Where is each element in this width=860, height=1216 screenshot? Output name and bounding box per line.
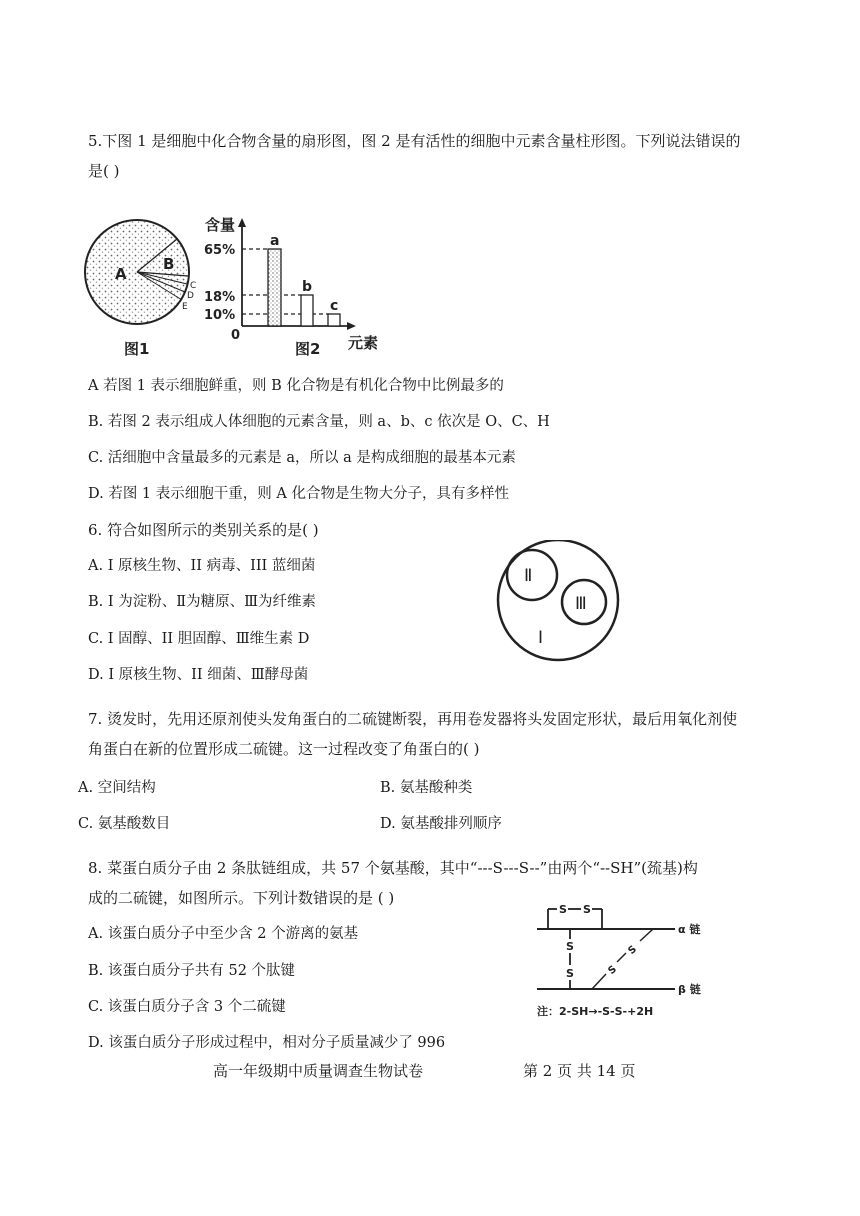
q5-stem-line1: 5.下图 1 是细胞中化合物含量的扇形图，图 2 是有活性的细胞中元素含量柱形图。下列说法错误的 xyxy=(88,132,741,150)
q5-option-c: C. 活细胞中含量最多的元素是 a，所以 a 是构成细胞的最基本元素 xyxy=(88,450,516,466)
q8-option-d: D. 该蛋白质分子形成过程中，相对分子质量减少了 996 xyxy=(88,1035,446,1051)
q6-option-c: C. I 固醇、II 胆固醇、Ⅲ维生素 D xyxy=(88,631,310,647)
q8-option-c: C. 该蛋白质分子含 3 个二硫键 xyxy=(88,999,286,1015)
q8-option-b: B. 该蛋白质分子共有 52 个肽键 xyxy=(88,963,296,979)
s-top-2: S xyxy=(583,903,591,916)
s-diagonal-1: S xyxy=(626,943,639,957)
fig2-bar-chart xyxy=(204,216,378,358)
fig2-y-axis-label: 含量 xyxy=(205,216,236,234)
q6-option-b: B. I 为淀粉、Ⅱ为糖原、Ⅲ为纤维素 xyxy=(88,594,317,610)
fig1-label-b: B xyxy=(163,255,175,273)
q8-stem-line1: 8. 菜蛋白质分子由 2 条肽链组成，共 57 个氨基酸，其中“---S---S--”由两个“--SH”(巯基)构 xyxy=(88,859,698,877)
q5-option-a: A 若图 1 表示细胞鲜重，则 B 化合物是有机化合物中比例最多的 xyxy=(88,378,504,394)
s-vertical-1: S xyxy=(566,940,574,953)
fig2-tick-18: 18% xyxy=(204,290,236,305)
fig2-bar-label-b: b xyxy=(302,279,313,295)
q6-venn-diagram xyxy=(490,540,630,665)
venn-label-i: I xyxy=(538,628,544,648)
fig2-caption: 图2 xyxy=(295,340,321,358)
q8-disulfide-diagram xyxy=(515,895,715,1020)
fig1-label-c: C xyxy=(190,281,197,291)
fig2-bar-b xyxy=(301,295,313,326)
q8-diagram-note: 注：2-SH→-S-S-+2H xyxy=(537,1005,654,1018)
q6-option-d: D. I 原核生物、II 细菌、Ⅲ酵母菌 xyxy=(88,667,309,683)
fig2-bar-label-a: a xyxy=(270,233,280,249)
fig2-bar-a xyxy=(268,249,281,326)
q7-option-a: A. 空间结构 xyxy=(78,780,156,796)
venn-label-ii: Ⅱ xyxy=(524,566,533,586)
s-top-1: S xyxy=(559,903,567,916)
q8-option-a: A. 该蛋白质分子中至少含 2 个游离的氨基 xyxy=(88,926,359,942)
fig2-bar-c xyxy=(328,314,340,326)
fig1-pie xyxy=(85,220,196,358)
fig1-label-e: E xyxy=(182,302,188,312)
venn-label-iii: Ⅲ xyxy=(575,594,587,614)
fig1-caption: 图1 xyxy=(124,340,150,358)
q7-option-d: D. 氨基酸排列顺序 xyxy=(380,816,502,832)
q6-option-a: A. I 原核生物、II 病毒、III 蓝细菌 xyxy=(88,558,316,574)
q5-figures xyxy=(80,212,390,362)
q7-option-c: C. 氨基酸数目 xyxy=(78,816,171,832)
fig2-origin: 0 xyxy=(231,328,241,343)
q6-stem: 6. 符合如图所示的类别关系的是( ) xyxy=(88,521,319,539)
fig1-label-d: D xyxy=(187,291,194,301)
q7-option-b: B. 氨基酸种类 xyxy=(380,780,473,796)
q7-stem-line1: 7. 烫发时，先用还原剂使头发角蛋白的二硫键断裂，再用卷发器将头发固定形状，最后用氧化剂使 xyxy=(88,710,738,728)
q5-option-d: D. 若图 1 表示细胞干重，则 A 化合物是生物大分子，具有多样性 xyxy=(88,486,509,502)
outer-circle-i xyxy=(498,540,618,660)
fig1-label-a: A xyxy=(115,265,127,283)
q8-stem-line2: 成的二硫键，如图所示。下列计数错误的是 ( ) xyxy=(88,889,395,907)
q5-stem-line2: 是( ) xyxy=(88,162,120,180)
footer-page-number: 第 2 页 共 14 页 xyxy=(523,1062,636,1080)
fig2-tick-65: 65% xyxy=(204,243,236,258)
q5-option-b: B. 若图 2 表示组成人体细胞的元素含量，则 a、b、c 依次是 O、C、H xyxy=(88,414,550,430)
fig2-x-axis-label: 元素 xyxy=(348,334,379,352)
footer-title: 高一年级期中质量调查生物试卷 xyxy=(213,1062,424,1080)
q7-stem-line2: 角蛋白在新的位置形成二硫键。这一过程改变了角蛋白的( ) xyxy=(88,740,480,758)
s-vertical-2: S xyxy=(566,967,574,980)
fig2-tick-10: 10% xyxy=(204,308,236,323)
beta-chain-label: β 链 xyxy=(678,983,701,996)
fig2-bar-label-c: c xyxy=(330,298,339,314)
s-diagonal-2: S xyxy=(606,963,619,977)
alpha-chain-label: α 链 xyxy=(678,923,701,936)
